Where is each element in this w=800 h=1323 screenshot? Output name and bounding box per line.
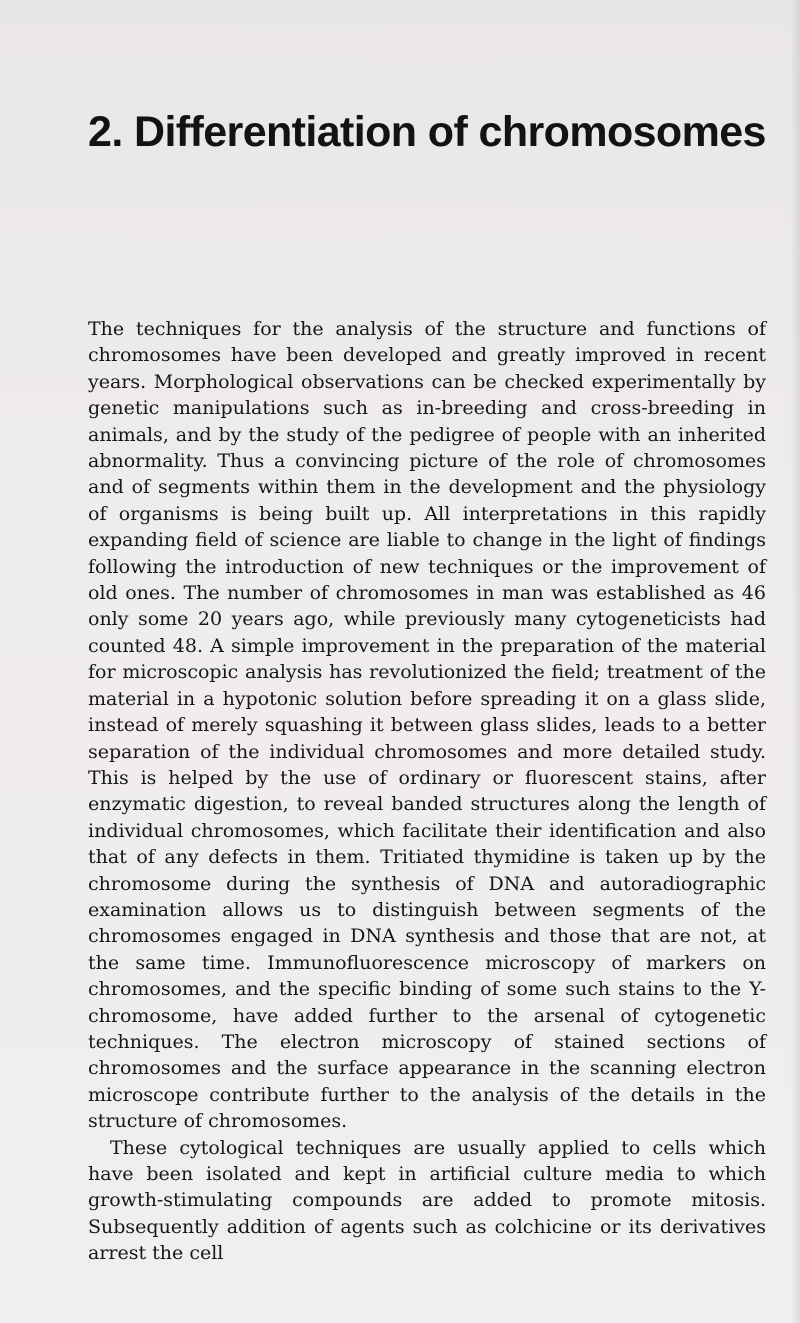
paragraph-1: The techniques for the analysis of the structure and functions of chromosomes have been developed and greatly improved in recent years. Morphological observations can be checked experimentally by genetic manipulations such as in-breeding and cross-breeding in animals, and by the study of the pedigree of people with an inherited abnormality. Thus a convincing picture of the role of chromosomes and of segments within them in the development and the physiology of organisms is being built up. All interpretations in this rapidly expanding field of science are liable to change in the light of findings following the introduction of new techniques or the improvement of old ones. The number of chromosomes in man was established as 46 only some 20 years ago, while previously many cytogeneticists had counted 48. A simple improvement in the preparation of the material for microscopic analysis has revolutionized the field; treatment of the material in a hypotonic solution before spreading it on a glass slide, instead of merely squashing it between glass slides, leads to a better separation of the individual chromosomes and more detailed study. This is helped by the use of ordinary or fluorescent stains, after enzymatic digestion, to reveal banded structures along the length of individual chromosomes, which facilitate their identification and also that of any defects in them. Tritiated thymidine is taken up by the chromosome during the synthesis of DNA and autoradiographic examination allows us to distinguish between segments of the chromosomes engaged in DNA synthesis and those that are not, at the same time. Immunofluorescence microscopy of markers on chromosomes, and the specific binding of some such stains to the Y-chromosome, have added further to the arsenal of cytogenetic techniques. The electron microscopy of stained sections of chromosomes and the surface appearance in the scanning electron microscope contribute further to the analysis of the details in the structure of chromosomes. <box>88 318 766 1133</box>
body-text <box>88 316 766 1267</box>
page-edge-shadow <box>790 0 800 1323</box>
paragraph-2: These cytological techniques are usually applied to cells which have been isolated and kept in artificial culture media to which growth-stimulating compounds are added to promote mitosis. Subsequently addition of agents such as colchicine or its derivatives arrest the cell <box>88 1136 766 1265</box>
chapter-title: 2. Differentiation of chromosomes <box>88 108 766 156</box>
